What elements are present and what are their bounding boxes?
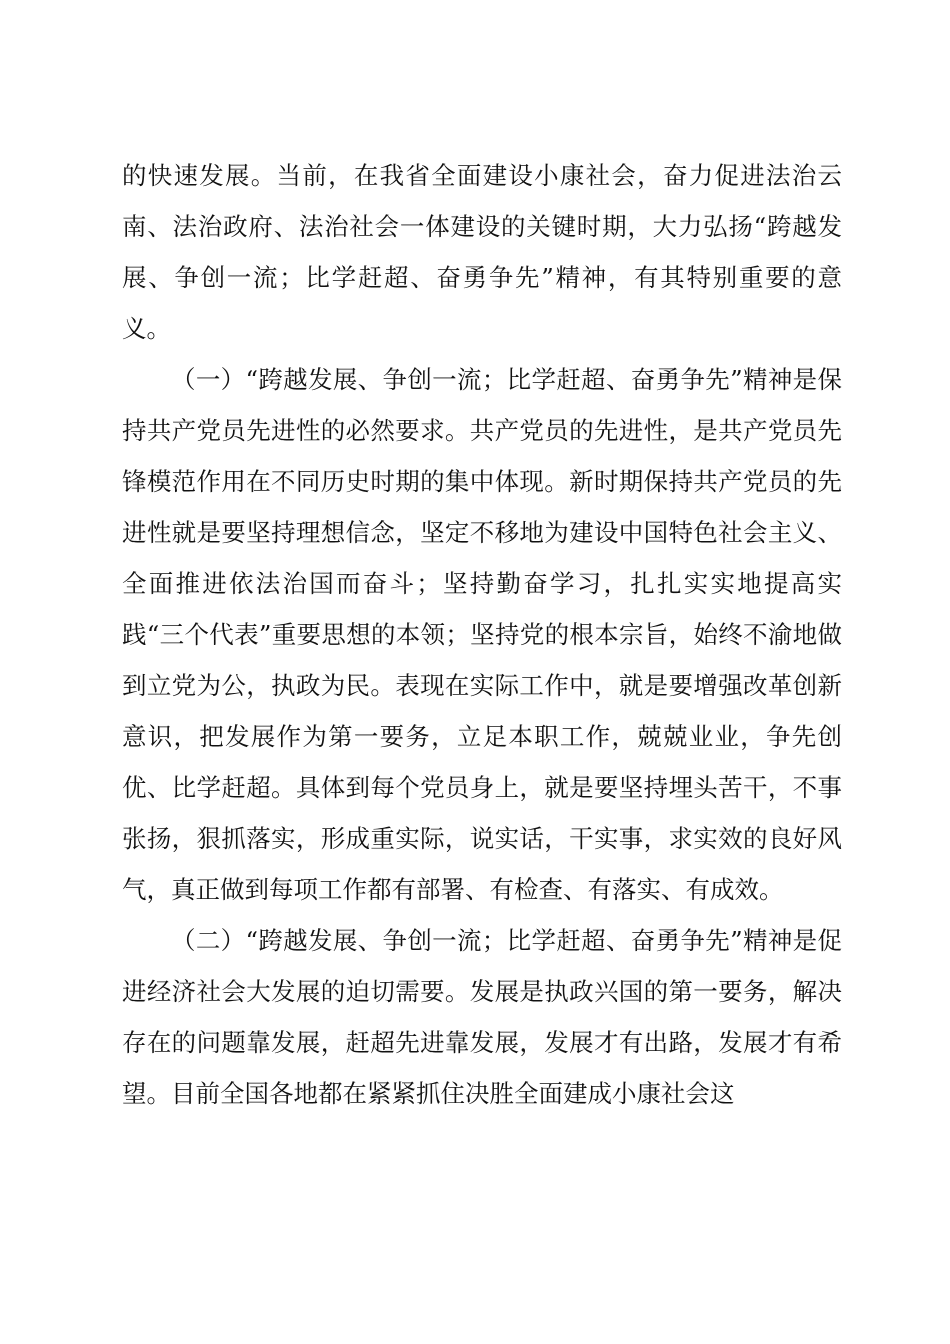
paragraph-continuation: 的快速发展。当前，在我省全面建设小康社会，奋力促进法治云南、法治政府、法治社会一体建设的关键时期，大力弘扬“跨越发展、争创一流；比学赶超、奋勇争先”精神，有其特别重要的意义。 — [122, 161, 842, 343]
document-body — [122, 150, 842, 1119]
paragraph-section-one: （一）“跨越发展、争创一流；比学赶超、奋勇争先”精神是保持共产党员先进性的必然要求。共产党员的先进性，是共产党员先锋模范作用在不同历史时期的集中体现。新时期保持共产党员的先进性就是要坚持理想信念，坚定不移地为建设中国特色社会主义、全面推进依法治国而奋斗；坚持勤奋学习，扎扎实实地提高实践“三个代表”重要思想的本领；坚持党的根本宗旨，始终不渝地做到立党为公，执政为民。表现在实际工作中，就是要增强改革创新意识，把发展作为第一要务，立足本职工作，兢兢业业，争先创优、比学赶超。具体到每个党员身上，就是要坚持埋头苦干，不事张扬，狠抓落实，形成重实际，说实话，干实事，求实效的良好风气，真正做到每项工作都有部署、有检查、有落实、有成效。 — [122, 365, 842, 904]
paragraph-section-two: （二）“跨越发展、争创一流；比学赶超、奋勇争先”精神是促进经济社会大发展的迫切需要。发展是执政兴国的第一要务，解决存在的问题靠发展，赶超先进靠发展，发展才有出路，发展才有希望。目前全国各地都在紧紧抓住决胜全面建成小康社会这 — [122, 926, 842, 1108]
